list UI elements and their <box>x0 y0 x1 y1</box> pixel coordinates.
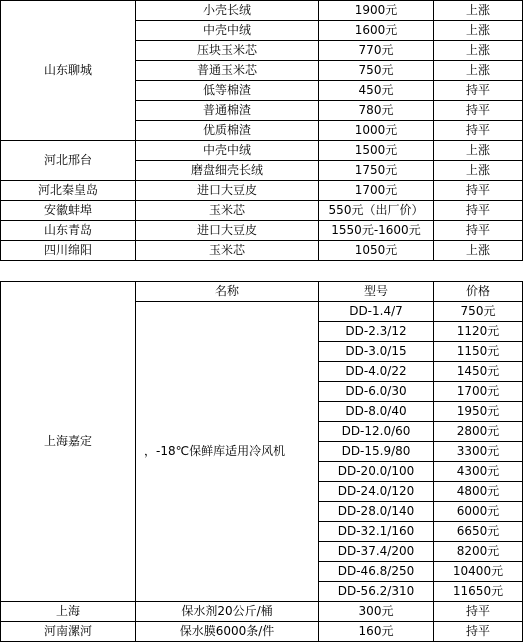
table-row <box>1 221 523 241</box>
price-cell: 1000元 <box>319 121 434 141</box>
location-cell: 安徽蚌埠 <box>1 201 136 221</box>
location-cell: 山东青岛 <box>1 221 136 241</box>
price-cell: 1700元 <box>434 382 523 402</box>
price-cell: 1900元 <box>319 1 434 21</box>
name-header: 名称 <box>136 282 319 302</box>
model-cell: DD-6.0/30 <box>319 382 434 402</box>
price-cell: 1600元 <box>319 21 434 41</box>
price-cell: 2800元 <box>434 422 523 442</box>
product-cell: 压块玉米芯 <box>136 41 319 61</box>
trend-cell: 上涨 <box>434 21 523 41</box>
price-cell: 1050元 <box>319 241 434 261</box>
model-cell: DD-46.8/250 <box>319 562 434 582</box>
product-cell: 小壳长绒 <box>136 1 319 21</box>
product-cell: 普通玉米芯 <box>136 61 319 81</box>
table-row <box>1 241 523 261</box>
price-cell: 1500元 <box>319 141 434 161</box>
table-row <box>1 181 523 201</box>
product-cell: 中壳中绒 <box>136 21 319 41</box>
table-row <box>1 141 523 161</box>
product-cell: 进口大豆皮 <box>136 221 319 241</box>
location-cell: 河南漯河 <box>1 622 136 642</box>
trend-cell: 上涨 <box>434 161 523 181</box>
price-cell: 1700元 <box>319 181 434 201</box>
table-row <box>1 201 523 221</box>
location-cell: 河北秦皇岛 <box>1 181 136 201</box>
trend-cell: 持平 <box>434 101 523 121</box>
table-row <box>1 602 523 622</box>
model-cell: DD-24.0/120 <box>319 482 434 502</box>
model-cell: DD-32.1/160 <box>319 522 434 542</box>
location-cell: 山东聊城 <box>1 1 136 141</box>
product-cell: 低等棉渣 <box>136 81 319 101</box>
price-cell: 6000元 <box>434 502 523 522</box>
trend-cell: 持平 <box>434 81 523 101</box>
product-cell: 中壳中绒 <box>136 141 319 161</box>
trend-cell: 持平 <box>434 181 523 201</box>
price-cell: 4800元 <box>434 482 523 502</box>
trend-cell: 持平 <box>434 121 523 141</box>
product-cell: 玉米芯 <box>136 241 319 261</box>
location-cell: 四川绵阳 <box>1 241 136 261</box>
price-cell: 1150元 <box>434 342 523 362</box>
price-cell: 450元 <box>319 81 434 101</box>
model-cell: DD-37.4/200 <box>319 542 434 562</box>
trend-cell: 持平 <box>434 622 523 642</box>
price-cell: 10400元 <box>434 562 523 582</box>
price-cell: 300元 <box>319 602 434 622</box>
price-cell: 1750元 <box>319 161 434 181</box>
trend-cell: 持平 <box>434 221 523 241</box>
trend-cell: 持平 <box>434 602 523 622</box>
trend-cell: 上涨 <box>434 41 523 61</box>
product-cell: ，-18℃保鲜库适用冷风机 <box>136 302 319 602</box>
product-cell: 磨盘细壳长绒 <box>136 161 319 181</box>
location-cell: 河北邢台 <box>1 141 136 181</box>
product-cell: 优质棉渣 <box>136 121 319 141</box>
product-cell: 玉米芯 <box>136 201 319 221</box>
model-cell: DD-3.0/15 <box>319 342 434 362</box>
table-row <box>1 622 523 642</box>
product-cell: 进口大豆皮 <box>136 181 319 201</box>
price-cell: 11650元 <box>434 582 523 602</box>
price-cell: 1550元-1600元 <box>319 221 434 241</box>
price-cell: 1120元 <box>434 322 523 342</box>
model-cell: DD-1.4/7 <box>319 302 434 322</box>
header-row <box>1 282 523 302</box>
price-cell: 770元 <box>319 41 434 61</box>
trend-cell: 上涨 <box>434 61 523 81</box>
price-cell: 6650元 <box>434 522 523 542</box>
price-table-bottom <box>0 281 523 642</box>
trend-cell: 上涨 <box>434 141 523 161</box>
location-cell: 上海 <box>1 602 136 622</box>
price-cell: 1450元 <box>434 362 523 382</box>
model-cell: DD-8.0/40 <box>319 402 434 422</box>
product-cell: 保水膜6000条/件 <box>136 622 319 642</box>
model-cell: DD-28.0/140 <box>319 502 434 522</box>
model-cell: DD-56.2/310 <box>319 582 434 602</box>
table-gap <box>0 262 522 281</box>
product-cell: 保水剂20公斤/桶 <box>136 602 319 622</box>
table-row <box>1 1 523 21</box>
model-header: 型号 <box>319 282 434 302</box>
price-cell: 750元 <box>319 61 434 81</box>
trend-cell: 上涨 <box>434 1 523 21</box>
price-cell: 1950元 <box>434 402 523 422</box>
price-cell: 3300元 <box>434 442 523 462</box>
trend-cell: 上涨 <box>434 241 523 261</box>
price-cell: 160元 <box>319 622 434 642</box>
trend-cell: 持平 <box>434 201 523 221</box>
price-cell: 550元（出厂价） <box>319 201 434 221</box>
product-cell: 普通棉渣 <box>136 101 319 121</box>
location-cell: 上海嘉定 <box>1 282 136 602</box>
model-cell: DD-12.0/60 <box>319 422 434 442</box>
price-cell: 750元 <box>434 302 523 322</box>
price-table-top <box>0 0 523 261</box>
model-cell: DD-20.0/100 <box>319 462 434 482</box>
price-cell: 780元 <box>319 101 434 121</box>
model-cell: DD-4.0/22 <box>319 362 434 382</box>
price-header: 价格 <box>434 282 523 302</box>
model-cell: DD-2.3/12 <box>319 322 434 342</box>
price-cell: 4300元 <box>434 462 523 482</box>
model-cell: DD-15.9/80 <box>319 442 434 462</box>
price-cell: 8200元 <box>434 542 523 562</box>
